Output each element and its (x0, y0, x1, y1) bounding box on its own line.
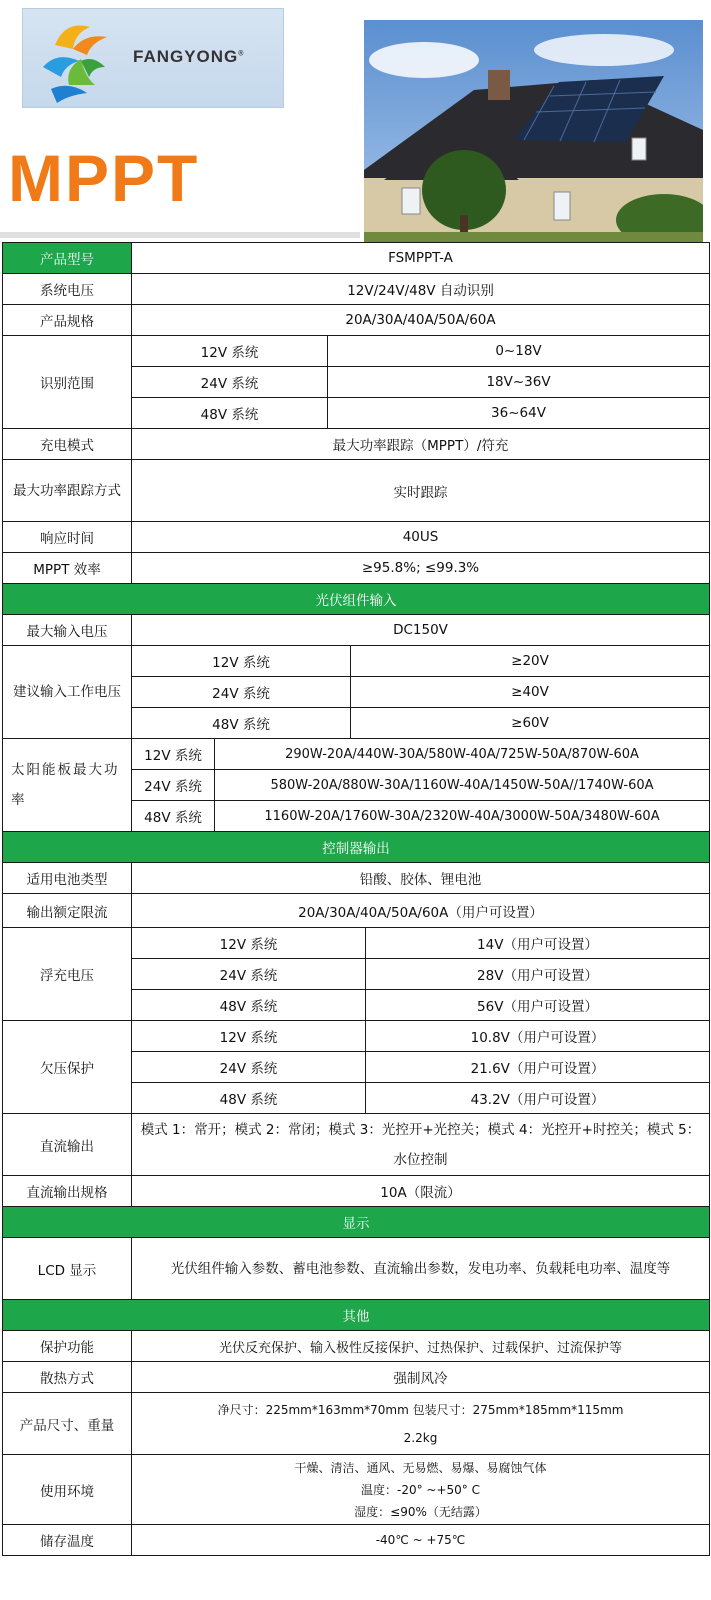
value-dc-output: 模式 1：常开；模式 2：常闭；模式 3：光控开+光控关；模式 4：光控开+时控关；模式 5：水位控制 (132, 1114, 710, 1176)
value-battery: 铅酸、胶体、锂电池 (132, 863, 710, 894)
under-sys-48v: 48V 系统 (132, 1083, 366, 1114)
row-panel-power-1 (3, 739, 710, 770)
spec-table (2, 242, 710, 1556)
label-undervoltage: 欠压保护 (3, 1021, 132, 1114)
label-max-input: 最大输入电压 (3, 615, 132, 646)
logo-text: FANGYONG® (133, 47, 245, 66)
under-sys-24v: 24V 系统 (132, 1052, 366, 1083)
label-model: 产品型号 (3, 243, 132, 274)
value-env (132, 1455, 710, 1525)
page-title: MPPT (8, 141, 200, 215)
row-response (3, 522, 710, 553)
row-dc-spec (3, 1176, 710, 1207)
value-max-input: DC150V (132, 615, 710, 646)
label-dc-spec: 直流输出规格 (3, 1176, 132, 1207)
row-detect-1 (3, 336, 710, 367)
label-env: 使用环境 (3, 1455, 132, 1525)
row-work-voltage-1 (3, 646, 710, 677)
label-spec: 产品规格 (3, 305, 132, 336)
value-mppt-method: 实时跟踪 (132, 460, 710, 522)
section-pv-input (3, 584, 710, 615)
value-storage: -40℃ ~ +75℃ (132, 1525, 710, 1556)
section-controller-output (3, 832, 710, 863)
panel-sys-12v: 12V 系统 (132, 739, 215, 770)
label-dc-output: 直流输出 (3, 1114, 132, 1176)
section-output-title: 控制器输出 (3, 832, 710, 863)
value-charge-mode: 最大功率跟踪（MPPT）/符充 (132, 429, 710, 460)
label-efficiency: MPPT 效率 (3, 553, 132, 584)
under-val-12v: 10.8V（用户可设置） (366, 1021, 710, 1052)
detect-val-24v: 18V~36V (328, 367, 710, 398)
size-weight: 2.2kg (403, 1430, 438, 1445)
detect-sys-24v: 24V 系统 (132, 367, 328, 398)
label-panel-power: 太阳能板最大功率 (3, 739, 132, 832)
label-size: 产品尺寸、重量 (3, 1393, 132, 1455)
panel-sys-24v: 24V 系统 (132, 770, 215, 801)
size-dimensions: 净尺寸：225mm*163mm*70mm 包装尺寸：275mm*185mm*115mm (217, 1402, 624, 1417)
row-dc-output (3, 1114, 710, 1176)
float-sys-24v: 24V 系统 (132, 959, 366, 990)
row-spec (3, 305, 710, 336)
label-cooling: 散热方式 (3, 1362, 132, 1393)
row-battery (3, 863, 710, 894)
value-cooling: 强制风冷 (132, 1362, 710, 1393)
section-display (3, 1207, 710, 1238)
value-sys-voltage: 12V/24V/48V 自动识别 (132, 274, 710, 305)
label-storage: 储存温度 (3, 1525, 132, 1556)
row-rated-current (3, 894, 710, 928)
row-max-input (3, 615, 710, 646)
float-val-12v: 14V（用户可设置） (366, 928, 710, 959)
value-dc-spec: 10A（限流） (132, 1176, 710, 1207)
panel-sys-48v: 48V 系统 (132, 801, 215, 832)
section-pv-title: 光伏组件输入 (3, 584, 710, 615)
brand-logo (22, 8, 284, 108)
value-size (132, 1393, 710, 1455)
value-response: 40US (132, 522, 710, 553)
work-val-48v: ≥60V (351, 708, 710, 739)
row-storage (3, 1525, 710, 1556)
value-model: FSMPPT-A (132, 243, 710, 274)
label-float-voltage: 浮充电压 (3, 928, 132, 1021)
section-other (3, 1300, 710, 1331)
detect-sys-12v: 12V 系统 (132, 336, 328, 367)
float-sys-48v: 48V 系统 (132, 990, 366, 1021)
label-charge-mode: 充电模式 (3, 429, 132, 460)
divider (0, 232, 360, 238)
label-battery: 适用电池类型 (3, 863, 132, 894)
label-rated-current: 输出额定限流 (3, 894, 132, 928)
work-sys-24v: 24V 系统 (132, 677, 351, 708)
panel-val-48v: 1160W-20A/1760W-30A/2320W-40A/3000W-50A/3480W-60A (215, 801, 710, 832)
value-efficiency: ≥95.8%; ≤99.3% (132, 553, 710, 584)
label-sys-voltage: 系统电压 (3, 274, 132, 305)
detect-sys-48v: 48V 系统 (132, 398, 328, 429)
panel-val-24v: 580W-20A/880W-30A/1160W-40A/1450W-50A//1740W-60A (215, 770, 710, 801)
row-lcd (3, 1238, 710, 1300)
label-mppt-method: 最大功率跟踪方式 (3, 460, 132, 522)
row-protection (3, 1331, 710, 1362)
under-sys-12v: 12V 系统 (132, 1021, 366, 1052)
section-other-title: 其他 (3, 1300, 710, 1331)
value-protection: 光伏反充保护、输入极性反接保护、过热保护、过载保护、过流保护等 (132, 1331, 710, 1362)
label-response: 响应时间 (3, 522, 132, 553)
row-under-1 (3, 1021, 710, 1052)
under-val-48v: 43.2V（用户可设置） (366, 1083, 710, 1114)
row-charge-mode (3, 429, 710, 460)
section-display-title: 显示 (3, 1207, 710, 1238)
row-mppt-method (3, 460, 710, 522)
label-work-voltage: 建议输入工作电压 (3, 646, 132, 739)
row-model (3, 243, 710, 274)
fangyong-logo-icon (35, 15, 125, 105)
value-rated-current: 20A/30A/40A/50A/60A（用户可设置） (132, 894, 710, 928)
work-val-12v: ≥20V (351, 646, 710, 677)
row-float-1 (3, 928, 710, 959)
value-lcd: 光伏组件输入参数、蓄电池参数、直流输出参数，发电功率、负载耗电功率、温度等 (132, 1238, 710, 1300)
label-lcd: LCD 显示 (3, 1238, 132, 1300)
float-val-48v: 56V（用户可设置） (366, 990, 710, 1021)
work-sys-12v: 12V 系统 (132, 646, 351, 677)
detect-val-12v: 0~18V (328, 336, 710, 367)
row-sys-voltage (3, 274, 710, 305)
env-humidity: 湿度：≤90%（无结露） (354, 1504, 487, 1519)
work-sys-48v: 48V 系统 (132, 708, 351, 739)
label-protection: 保护功能 (3, 1331, 132, 1362)
float-sys-12v: 12V 系统 (132, 928, 366, 959)
panel-val-12v: 290W-20A/440W-30A/580W-40A/725W-50A/870W-60A (215, 739, 710, 770)
row-cooling (3, 1362, 710, 1393)
float-val-24v: 28V（用户可设置） (366, 959, 710, 990)
under-val-24v: 21.6V（用户可设置） (366, 1052, 710, 1083)
detect-val-48v: 36~64V (328, 398, 710, 429)
row-size (3, 1393, 710, 1455)
house-photo (364, 20, 703, 242)
env-temperature: 温度：-20° ~+50° C (361, 1482, 480, 1497)
row-env (3, 1455, 710, 1525)
row-efficiency (3, 553, 710, 584)
label-detect: 识别范围 (3, 336, 132, 429)
env-conditions: 干燥、清洁、通风、无易燃、易爆、易腐蚀气体 (294, 1460, 547, 1475)
value-spec: 20A/30A/40A/50A/60A (132, 305, 710, 336)
work-val-24v: ≥40V (351, 677, 710, 708)
